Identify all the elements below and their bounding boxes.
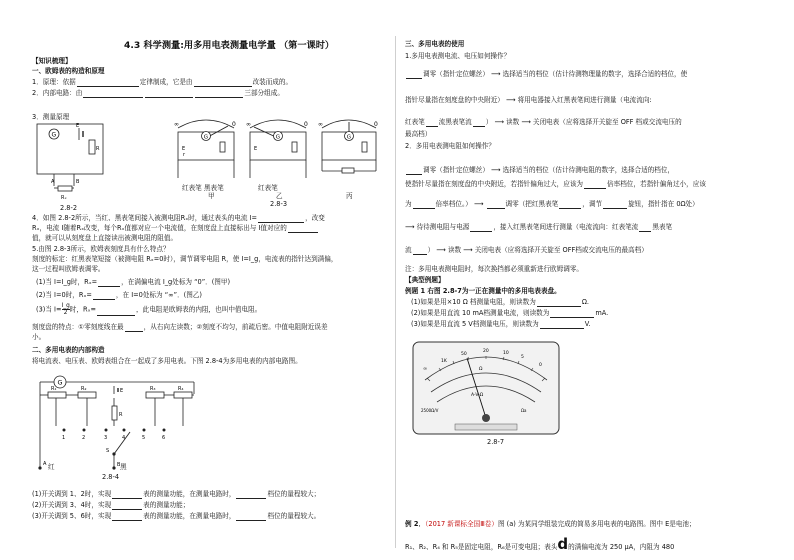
calib-step2: (2)当 I=0时，Rₓ= ，在 I=0处标为 “∞”．(图乙) [36,291,202,299]
svg-text:0: 0 [374,121,378,128]
blank[interactable] [603,201,627,209]
figure-pen-small: 红表笔 [258,184,278,192]
blank[interactable] [236,491,266,499]
blank[interactable] [540,321,584,329]
figure-yi-caption: 乙 [276,192,283,200]
svg-text:R: R [119,412,123,418]
blank[interactable] [413,247,427,255]
blank[interactable] [537,299,581,307]
blank[interactable] [487,201,505,209]
scale-feature-line2: 小。 [32,333,46,341]
arrow-icon: ⟶ [491,166,501,174]
svg-text:G: G [275,134,281,141]
item4-line3: 值，就可以从刻度盘上直接读出被测电阻的阻值。 [32,234,178,242]
svg-text:0: 0 [304,121,308,128]
svg-text:E: E [120,388,124,394]
svg-text:R₃: R₃ [150,386,156,392]
blank[interactable] [125,324,143,332]
scale-feature-line1: 刻度盘的特点：①零刻度线在最 ，从右向左读数；②刻度不均匀，前疏后密。中值电阻附近误差 [32,323,328,331]
svg-text:6: 6 [162,435,166,441]
svg-text:R₁: R₁ [51,386,57,392]
usage-2-step-c: 为 倍率档位。） ⟶ 调零（把红黑表笔 ，调节 旋钮，指针指在 0Ω处） [405,200,699,208]
svg-text:Ωa: Ωa [521,408,527,413]
ohmmeter-scale-figures [170,116,382,184]
svg-text:E: E [254,146,258,152]
switch-question-2: (2)开关调到 3、4时，实现 表的测量功能； [32,501,190,509]
blank[interactable] [112,491,142,499]
item4-line1: 4．如图 2.8-2所示，当红、黑表笔间接入被测电阻Rₓ时，通过表头的电流 I= ，改变 [32,214,325,222]
section2-heading: 二、多用电表的内部构造 [32,346,105,354]
svg-text:Rₓ: Rₓ [61,195,67,201]
blank[interactable] [406,71,422,79]
svg-text:50: 50 [461,352,467,357]
svg-text:2: 2 [82,435,86,441]
principle-line: 1．原理：依据 定律制成，它是由 改装而成的。 [32,78,293,86]
svg-text:0: 0 [539,363,542,368]
svg-text:R₂: R₂ [81,386,87,392]
example1-q1: (1)如果是用×10 Ω 档测量电阻，则读数为 Ω. [411,298,589,306]
example1-q2: (2)如果是用直流 10 mA档测量电流，则读数为 mA. [411,309,609,317]
blank[interactable] [93,292,115,300]
blank[interactable] [413,201,435,209]
blank[interactable] [559,201,581,209]
blank[interactable] [550,310,594,318]
multimeter-internal-circuit [34,368,210,476]
figure-2-8-2-label: 2.8-2 [60,204,78,212]
arrow-icon: ⟶ [473,200,484,208]
calib-step1: (1)当 I=I_g时，Rₓ= ，在满偏电流 I_g处标为 “0”．(图甲) [36,278,231,286]
example2-line1: 例 2．（2017 新课标全国Ⅲ卷）图 (a) 为某同学组装完成的简易多用电表的电路图。图中 E是电池； [405,520,696,528]
section1-heading: 一、欧姆表的构造和原理 [32,67,105,75]
svg-text:1K: 1K [441,359,447,364]
svg-text:∞: ∞ [423,366,428,372]
arrow-icon: ⟶ [494,118,504,126]
usage-2-step-a: 调零（指针定位螺丝） ⟶ 选择适当的档位（估计待测电阻的数字，选择合适的档位， [405,166,674,175]
red-terminal-label: 红 [48,463,55,471]
usage-1-step-c: 红表笔 流黑表笔流 ） ⟶ 读数 ⟶ 关闭电表（应将选择开关旋至 OFF 档或交流电压的 [405,118,682,126]
blank[interactable] [112,502,142,510]
section2-intro: 将电流表、电压表、欧姆表组合在一起成了多用电表。下图 2.8-4为多用电表的内部电路图。 [32,357,302,365]
usage-1-step-b: 指针尽量指在刻度盘的中央附近） ⟶ 将用电器接入红黑表笔间进行测量（电流流向: [405,96,652,104]
measure-principle: 3．测量原理 [32,113,70,121]
circuit-line: 2．内部电路：由 三部分组成。 [32,89,284,97]
usage-2-step-b: 使指针尽量指在刻度盘的中央附近，若指针偏角过大，应该为 倍率档位，若指针偏角过小，应该 [405,180,706,188]
ohmmeter-circuit-figure [34,120,108,202]
usage-question-1: 1.多用电表测电流、电压如何操作？ [405,52,511,60]
blank[interactable] [639,224,651,232]
svg-text:0: 0 [232,121,236,128]
blank[interactable] [473,119,485,127]
fraction: $\frac{I\_g}{2}$ [61,303,70,317]
blank[interactable] [236,513,266,521]
blank[interactable] [112,513,142,521]
blank[interactable] [288,225,318,233]
item5-line3: 这一过程叫欧姆表调零。 [32,265,105,273]
svg-text:E: E [182,146,186,152]
blank[interactable] [77,79,139,87]
blank[interactable] [195,90,243,98]
right-column [397,0,794,560]
svg-text:B: B [76,179,80,185]
svg-text:Ω: Ω [479,367,483,372]
usage-1-step-a: 调零（指针定位螺丝） ⟶ 选择适当的档位（估计待测物理量的数字，选择合适的档位，使 [405,70,687,79]
figure-bing-caption: 丙 [346,192,353,200]
svg-text:A: A [43,461,47,467]
svg-text:G: G [346,134,352,141]
figure-2-8-7-label: 2.8-7 [487,438,505,446]
arrow-icon: ⟶ [436,246,446,254]
figure-jia [174,120,236,178]
example1-intro: 例题 1 右图 2.8-7为一正在测量中的多用电表表盘。 [405,287,561,295]
black-terminal-label: 黑 [120,463,127,471]
svg-text:10: 10 [503,351,509,356]
blank[interactable] [584,181,606,189]
svg-text:∞: ∞ [246,121,251,128]
figure-jia-caption: 甲 [208,192,215,200]
example-header: 【典型例题】 [405,276,445,284]
section3-heading: 三、多用电表的使用 [405,40,465,48]
svg-text:1: 1 [62,435,66,441]
arrow-icon: ⟶ [491,70,501,78]
example2-line2: R₁、R₂、R₄ 和 R₅是固定电阻，R₆是可变电阻；表头d的满偏电流为 250 μA，内阻为 480 [405,535,675,553]
svg-text:4: 4 [122,435,126,441]
switch-question-1: (1)开关调到 1、2时，实现 表的测量功能，在测量电路时， 档位的量程较大； [32,490,321,498]
blank[interactable] [406,167,422,175]
svg-text:G: G [203,134,209,141]
svg-text:r: r [183,152,186,158]
svg-text:5: 5 [521,355,524,360]
usage-2-step-e: 流 ） ⟶ 读数 ⟶ 关闭电表（应将选择开关旋至 OFF档或交流电压的最高档） [405,246,648,254]
svg-text:5: 5 [142,435,146,441]
calib-step3: (3)当 I= $\frac{I\_g}{2}$ 时，Rₓ= ，此电阻是欧姆表的内阻，也叫中值电阻。 [36,303,262,317]
svg-text:A-V-Ω: A-V-Ω [471,393,484,398]
usage-2-step-d: ⟶ 待待测电阻与电源 ，接入红黑表笔间进行测量（电流流向：红表笔流 黑表笔 [405,223,673,231]
arrow-icon: ⟶ [506,96,516,104]
blank[interactable] [97,308,135,316]
figure-bing [318,120,378,173]
figure-2-8-4-label: 2.8-4 [102,473,120,481]
svg-text:G: G [57,378,63,387]
svg-text:2500Ω/V: 2500Ω/V [421,408,439,413]
svg-text:A: A [51,179,55,185]
arrow-icon: ⟶ [521,118,531,126]
svg-text:B: B [117,462,121,468]
svg-text:R₄: R₄ [178,386,184,392]
svg-text:3: 3 [104,435,108,441]
usage-1-step-d: 最高档） [405,130,432,138]
svg-text:R: R [96,146,100,152]
blank[interactable] [145,90,193,98]
blank[interactable] [258,215,304,223]
blank[interactable] [426,119,438,127]
svg-text:20: 20 [483,349,489,354]
svg-text:∞: ∞ [174,121,179,128]
svg-text:∞: ∞ [318,121,323,128]
item4-line2: Rₓ，电流 I随着Rₓ改变，每个Rₓ值都对应一个电流值，在刻度盘上直接标出与 I值对应的 [32,224,319,233]
usage-question-2: 2．多用电表测电阻如何操作？ [405,142,495,150]
knowledge-header: 【知识梳理】 [32,57,72,65]
blank[interactable] [98,279,120,287]
item5-line1: 5.由图 2.8-3所示，欧姆表刻度具有什么特点？ [32,245,170,253]
note-line: 注：多用电表测电阻时，每次换挡都必须重新进行欧姆调零。 [405,265,584,273]
blank[interactable] [194,79,252,87]
figure-2-8-3-label: 2.8-3 [270,200,288,208]
multimeter-dial-figure [411,340,561,436]
switch-question-3: (3)开关调到 5、6时，实现 表的测量功能，在测量电路时， 档位的量程较大。 [32,512,321,520]
blank[interactable] [470,224,492,232]
svg-text:E: E [76,123,80,129]
arrow-icon: ⟶ [463,246,473,254]
page-title: 4.3 科学测量:用多用电表测量电学量 （第一课时） [124,40,335,51]
example1-q3: (3)如果是用直流 5 V档测量电压，则读数为 V. [411,320,591,328]
svg-text:G: G [51,131,57,139]
figure-yi [246,120,308,178]
svg-text:S: S [106,448,110,454]
blank[interactable] [83,90,143,98]
arrow-icon: ⟶ [405,223,415,231]
item5-line2: 刻度的标定：红黑表笔短接（被测电阻 Rₓ=0时），调节调零电阻 R，使 I=I_g，电流表的指针达到满偏， [32,255,338,263]
figure-pens-caption: 红表笔 黑表笔 [182,184,224,192]
